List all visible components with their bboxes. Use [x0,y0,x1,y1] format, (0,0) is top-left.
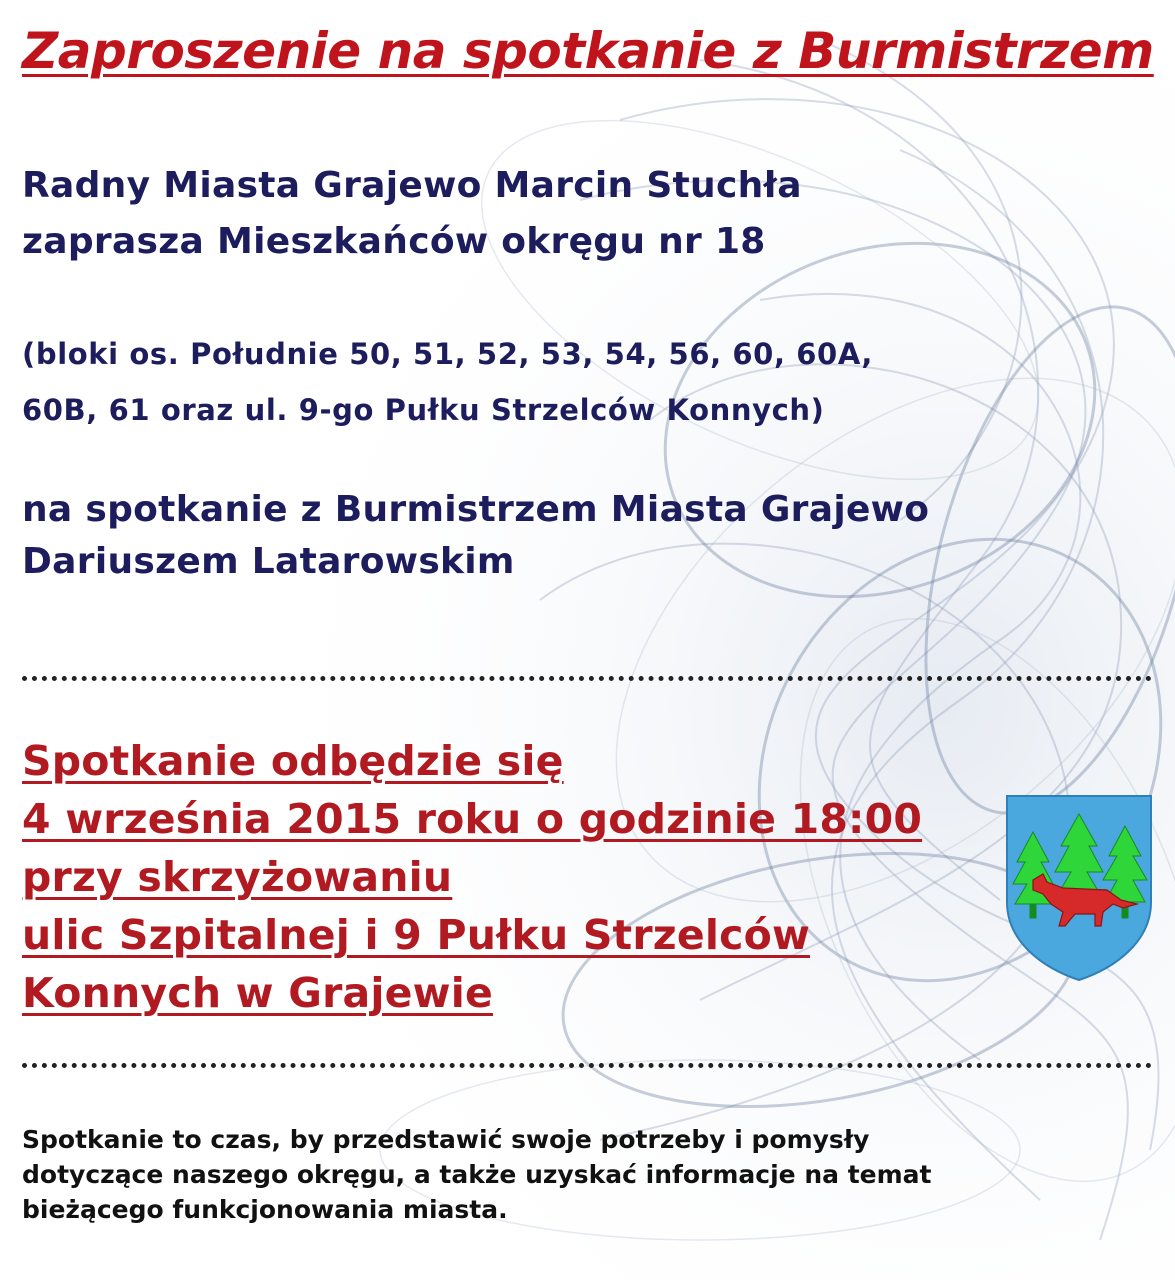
details-line-3: przy skrzyżowaniu [22,853,453,901]
intro-line-1: Radny Miasta Grajewo Marcin Stuchła [22,165,802,206]
details-line-1: Spotkanie odbędzie się [22,737,564,785]
poster-title: Zaproszenie na spotkanie z Burmistrzem [22,22,1154,80]
meeting-details [22,732,922,1022]
details-line-5: Konnych w Grajewie [22,969,493,1017]
grajewo-coat-of-arms-icon [1003,792,1155,982]
blocks-list [22,326,873,438]
dotted-divider-bottom [22,1063,1152,1068]
footer-line-3: bieżącego funkcjonowania miasta. [22,1195,508,1224]
meeting-line-1: na spotkanie z Burmistrzem Miasta Grajewo [22,489,930,530]
details-line-4: ulic Szpitalnej i 9 Pułku Strzelców [22,911,811,959]
blocks-line-2: 60B, 61 oraz ul. 9-go Pułku Strzelców Konnych) [22,393,825,427]
meeting-line-2: Dariuszem Latarowskim [22,541,515,582]
details-line-2: 4 września 2015 roku o godzinie 18:00 [22,795,923,843]
footer-line-1: Spotkanie to czas, by przedstawić swoje potrzeby i pomysły [22,1125,870,1154]
meeting-text [22,484,929,588]
dotted-divider-top [22,676,1152,681]
intro-text [22,158,802,270]
blocks-line-1: (bloki os. Południe 50, 51, 52, 53, 54, 56, 60, 60A, [22,337,874,371]
intro-line-2: zaprasza Mieszkańców okręgu nr 18 [22,221,766,262]
footer-text [22,1122,1142,1227]
footer-line-2: dotyczące naszego okręgu, a także uzyskać informacje na temat [22,1160,932,1189]
